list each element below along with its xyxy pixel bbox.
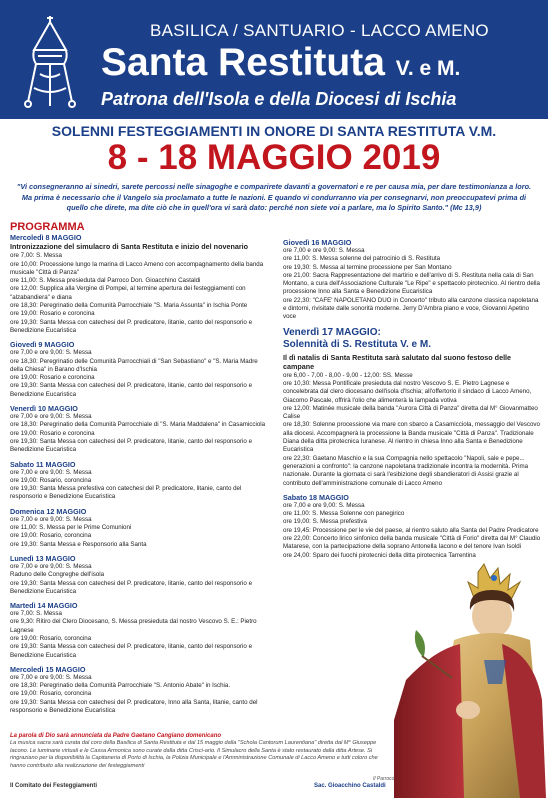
event-item: ore 12,00: Matinée musicale della banda "Aurora Città di Panza" diretta dal M° Giovanmatteo Calise [283, 404, 538, 421]
day-heading: Mercoledì 8 MAGGIO [10, 233, 82, 243]
day-heading: Lunedì 13 MAGGIO [10, 553, 76, 563]
header-subtitle-bottom: Patrona dell'Isola e della Diocesi di Ischia [101, 89, 457, 109]
event-item: ore 19,00: Rosario, coroncina [10, 690, 92, 698]
header-title [101, 41, 460, 91]
event-item: ore 22,30: "CAFE' NAPOLETANO DUO in Concerto" tributo alla canzone classica napoletana e dintorni, rivisitate dalle sonorità moderne. Jerry D'Ambra piano e voce, Giovanni Apetino voce [283, 296, 539, 321]
event-item: ore 11,00: S. Messa solenne del patrocinio di S. Restituta [283, 255, 441, 263]
event-item: ore 19,30: Santa Messa prefestiva con catechesi del P. predicatore, litanie, canto del responsorio e Benedizione Eucaristica [10, 485, 242, 501]
event-item: ore 11,00: S. Messa per le Prime Comunioni [10, 524, 132, 532]
day-heading: Venerdì 10 MAGGIO [10, 404, 78, 414]
event-item: ore 7,00 e ore 9,00: S. Messa [10, 673, 92, 681]
program-day [10, 507, 272, 549]
committee-signature: Il Comitato dei Festeggiamenti [10, 783, 98, 789]
header-subtitle-top: BASILICA / SANTUARIO - LACCO AMENO [150, 21, 489, 40]
solemnity-intro: Il dì natalis di Santa Restituta sarà salutato dal suono festoso delle campane [283, 352, 512, 371]
day-events [283, 247, 541, 322]
event-item: ore 19,30: Santa Messa con catechesi del P. predicatore, litanie, canto del responsorio e Benedizione Eucaristica [10, 437, 253, 454]
signature-role: Il Parroco [373, 776, 395, 782]
day-heading: Giovedì 16 MAGGIO [283, 238, 352, 247]
day-heading: Mercoledì 15 MAGGIO [10, 664, 86, 674]
day-heading: Sabato 11 MAGGIO [10, 459, 76, 469]
event-item: ore 19,30: S. Messa al termine processione per San Montano [283, 263, 452, 271]
program-right-column [283, 238, 541, 565]
event-item: ore 18,30: Peregrinatio della Comunità Parrocchiale "S. Maria Assunta" in Ischia Ponte [10, 302, 248, 310]
program-day [283, 238, 541, 322]
program-title: PROGRAMMA [10, 221, 85, 233]
program-day [10, 601, 272, 660]
event-item: ore 22,00: Concerto lirico sinfonico della banda musicale "Città di Forio" diretta dal M° Claudio Matarese, con la partecipazione della soprano Antonella Iacono e del tenore Ivan Isoldi [283, 535, 541, 551]
event-item: ore 18,30: Peregrinatio della Comunità Parrocchiale "S. Antonio Abate" in Ischia. [10, 682, 231, 690]
pastor-signature [314, 783, 386, 789]
event-item: ore 19,30: Santa Messa e Responsorio alla Santa [10, 540, 147, 548]
pastor-name: Sac. Gioacchino Castaldi [314, 783, 386, 789]
event-item: ore 9,30: Ritiro del Clero Diocesano, S. Messa presieduta dal nostro Vescovo S. E.: Pietro Lagnese [10, 618, 257, 634]
event-item: ore 19,30: Santa Messa con catechesi del P. predicatore, litanie, canto del responsorio e Benedizione Eucaristica [10, 579, 253, 595]
event-item: ore 19,30: Santa Messa con catechesi del P. predicatore, litanie, canto del responsorio e Benedizione Eucaristica [10, 643, 253, 659]
event-item: ore 7,00: S. Messa [10, 252, 62, 260]
header-title-main: Santa Restituta [101, 41, 385, 84]
day-events [283, 502, 541, 560]
event-item: ore 19,00: Rosario, coroncina [10, 476, 92, 484]
event-item: ore 12,00: Supplica alla Vergine di Pompei, al termine apertura dei festeggiamenti con "alzabandiera" e diana [10, 285, 246, 301]
program-day-solemnity [283, 327, 541, 488]
program-day [283, 493, 541, 560]
event-item: ore 18,30: Solenne processione via mare con sbarco a Casamicciola, messaggio del Vescovo alla diocesi. Accompagnerà la processione la Banda musicale "Città di Panza". Tradizionale Diana della ditta pirotecnica Iuranese. Al rientro in chiesa Inno alla Santa e Benedizione Eucaristica [283, 421, 540, 454]
event-item: ore 7,00: S. Messa [10, 610, 62, 618]
event-item: ore 7,00 e ore 9,00: S. Messa [283, 501, 365, 509]
event-item: ore 7,00 e ore 9,00: S. Messa [10, 413, 92, 421]
program-day [10, 404, 272, 454]
event-item: ore 11,00: S. Messa Solenne con panegirico [283, 510, 405, 518]
header-title-suffix: V. e M. [395, 57, 461, 80]
program-day [10, 460, 272, 502]
day-heading: Sabato 18 MAGGIO [283, 492, 349, 502]
program-day [10, 233, 272, 335]
day-heading: Martedì 14 MAGGIO [10, 601, 78, 611]
event-item: ore 7,00 e ore 9,00: S. Messa [283, 247, 365, 254]
day-events [283, 372, 541, 488]
event-item: ore 19,00: Rosario, coroncina [10, 532, 92, 540]
event-dates: 8 - 18 MAGGIO 2019 [107, 138, 441, 177]
header-banner [0, 0, 548, 119]
solemnity-subheading: Solennità di S. Restituta V. e M. [283, 338, 431, 350]
event-item: Raduno delle Congreghe dell'isola [10, 571, 105, 579]
program-day-list [10, 233, 272, 715]
event-item: ore 19,45: Processione per le vie del paese, al rientro saluto alla Santa del Padre Predicatore [283, 526, 539, 534]
program-day [10, 554, 272, 596]
event-item: ore 11,00: S. Messa presieduta dal Parroco Don. Gioacchino Castaldi [10, 277, 201, 285]
event-item: ore 10,30: Messa Pontificale presieduta dal nostro Vescovo S. E. Pietro Lagnese e concelebrata dal clero diocesano dell'isola d'Ischia; all'offertorio il sindaco di Lacco Ameno, Giacomo Pascale, offrirà l'olio che alimenterà la lampada votiva [283, 379, 532, 404]
event-item: ore 19,30: Santa Messa con catechesi del P. predicatore, litanie, canto del responsorio e Benedizione Eucaristica [10, 382, 253, 398]
event-item: ore 6,00 - 7,00 - 8,00 - 9,00 - 12,00: SS. Messe [283, 371, 413, 379]
event-item: ore 19,30: Santa Messa con catechesi del P. predicatore, litanie, canto del responsorio e Benedizione Eucaristica [10, 318, 253, 334]
program-day [10, 665, 272, 715]
event-item: ore 22,30: Gaetano Maschio e la sua Compagnia nello spettacolo "Napoli, sale e pepe... generazioni a confronto": la canzone napoletana tradizionale incontra la modernità. Prima nazionale. Durante la giornata ci sarà l'esibizione degli sbandieratori di Assisi grazie al contributo dell'amministrazione comunale di Lacco Ameno [283, 454, 529, 487]
footer-note [10, 733, 380, 770]
santa-restituta-statue-image [394, 560, 546, 798]
event-item: ore 18,30: Peregrinatio della Comunità Parrocchiale di "S. Maria Maddalena" in Casamicciola [10, 421, 266, 429]
event-item: ore 19,30: Santa Messa con catechesi del P. predicatore, Inno alla Santa, litanie, canto del responsorio e Benedizione Eucaristica [10, 698, 258, 715]
event-item: ore 18,30: Peregrinatio delle Comunità Parrocchiali di "San Sebastiano" e "S. Maria Madre della Chiesa" in Barano d'Ischia [10, 357, 258, 373]
event-item: ore 19,00: Rosario e coroncina [10, 310, 95, 318]
day-heading: Giovedì 9 MAGGIO [10, 340, 75, 350]
program-day [10, 340, 272, 399]
event-item: ore 7,00 e ore 9,00: S. Messa [10, 515, 92, 523]
footer-note-body: La musica sacra sarà curata dal coro della Basilica di Santa Restituta e dal 15 maggio dalla "Schola Cantorum Laurentiana" diretta dal M° Giuseppe Iacono. Le luminarie virtuali e le Cassa Armonica sono curate dalla ditta Crisci-ario. Il Simulacro della Santa è stato restaurato dalla ditta Artese. Si ringraziano per la disponibilità la Capitaneria di Porto di Ischia, la Polizia Municipale e l'Amministrazione Comunale di Lacco Ameno e tutti coloro che hanno contribuito alla realizzazione dei festeggiamenti [10, 740, 378, 769]
gospel-quote: "Vi consegneranno ai sinedri, sarete percossi nelle sinagoghe e comparirete davanti a governatori e re per causa mia, per dare testimonianza a loro. Ma prima è necessario che il Vangelo sia proclamato a tutte le nazioni. E quando vi condurranno via per consegnarvi, non preoccupatevi prima di quello che direte, ma dite ciò che in quell'ora vi sarà dato: perché non siete voi a parlare, ma lo Spirito Santo." (Mc 13,9) [16, 182, 532, 213]
event-item: ore 10,00: Processione lungo la marina di Lacco Ameno con accompagnamento della banda musicale "Città di Panza" [10, 260, 264, 276]
program-left-column [10, 223, 272, 720]
event-item: ore 7,00 e ore 9,00: S. Messa [10, 562, 92, 570]
day-subheading: Intronizzazione del simulacro di Santa Restituta e inizio del novenario [10, 242, 249, 252]
event-item: ore 19,00: Rosario, coroncina [10, 634, 92, 642]
footer-note-heading: La parola di Dio sarà annunciata da Padre Gaetano Cangiano domenicano [10, 733, 222, 739]
event-item: ore 19,00: Rosario e coroncina [10, 429, 95, 437]
day-heading: Domenica 12 MAGGIO [10, 506, 87, 516]
event-item: ore 7,00 e ore 9,00: S. Messa [10, 349, 92, 357]
festivities-heading: SOLENNI FESTEGGIAMENTI IN ONORE DI SANTA RESTITUTA V.M. [51, 123, 497, 139]
solemnity-heading: Venerdì 17 MAGGIO: [283, 326, 381, 338]
event-item: ore 7,00 e ore 9,00: S. Messa [10, 468, 92, 476]
event-item: ore 21,00: Sacra Rappresentazione del martirio e dell'arrivo di S. Restituta nella cala di San Montano, a cura dell'Associazione Culturale "Le Ripe" e spettacolo pirotecnico. Al rientro della processione Inno alla Santa e Benedizione Eucaristica [283, 271, 540, 296]
event-item: ore 19,00: Rosario e coroncina [10, 374, 95, 382]
papal-basilica-emblem-icon [14, 14, 86, 110]
event-item: ore 24,00: Sparo dei fuochi pirotecnici della ditta pirotecnica Tarrentina [283, 551, 476, 559]
event-item: ore 19,00: S. Messa prefestiva [283, 518, 367, 526]
